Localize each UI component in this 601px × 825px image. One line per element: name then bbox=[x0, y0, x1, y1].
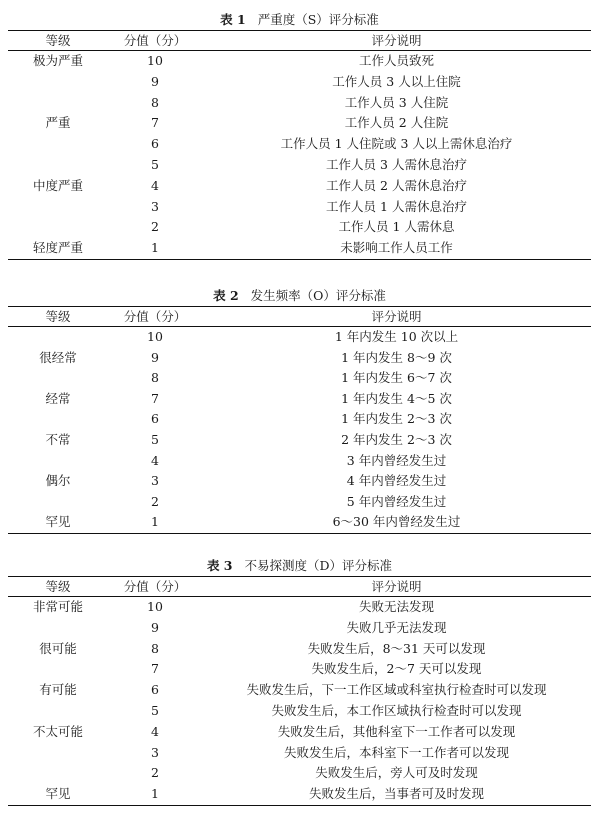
table-row bbox=[8, 238, 591, 259]
table-caption bbox=[8, 286, 591, 306]
level-cell bbox=[8, 492, 108, 513]
table-row bbox=[8, 743, 591, 764]
level-cell bbox=[8, 451, 108, 472]
table-row bbox=[8, 618, 591, 639]
level-cell: 非常可能 bbox=[32, 599, 83, 614]
description-cell: 1 年内发生 8～9 次 bbox=[341, 349, 452, 365]
description-cell: 失败几乎无法发现 bbox=[346, 619, 447, 635]
table-row bbox=[8, 72, 591, 93]
score-cell: 1 bbox=[151, 514, 159, 530]
table-row bbox=[8, 722, 591, 743]
table-row bbox=[8, 327, 591, 348]
table-title: 严重度（S）评分标准 bbox=[257, 12, 379, 27]
level-cell: 严重 bbox=[45, 115, 71, 131]
table-row bbox=[8, 763, 591, 784]
description-cell: 工作人员 2 人住院 bbox=[344, 115, 449, 131]
table-row bbox=[8, 597, 591, 618]
score-cell: 6 bbox=[151, 136, 159, 152]
description-cell: 失败发生后，其他科室下一工作者可以发现 bbox=[277, 723, 516, 739]
description-cell: 失败发生后，2～7 天可以发现 bbox=[311, 661, 482, 677]
level-cell bbox=[8, 618, 108, 639]
table-row bbox=[8, 368, 591, 389]
score-cell: 1 bbox=[151, 240, 159, 256]
level-cell: 很可能 bbox=[39, 640, 77, 656]
description-cell: 工作人员 3 人住院 bbox=[344, 94, 449, 110]
table-row bbox=[8, 409, 591, 430]
score-cell: 7 bbox=[151, 390, 159, 406]
level-cell bbox=[8, 72, 108, 93]
table-caption bbox=[8, 556, 591, 576]
score-cell: 8 bbox=[151, 94, 159, 110]
score-cell: 7 bbox=[151, 115, 159, 131]
level-cell bbox=[8, 134, 108, 155]
table-header-row bbox=[8, 31, 591, 51]
description-cell: 失败无法发现 bbox=[358, 599, 434, 614]
table-title: 发生频率（O）评分标准 bbox=[250, 288, 386, 303]
level-cell: 轻度严重 bbox=[32, 240, 83, 256]
score-cell: 5 bbox=[151, 156, 159, 172]
table-number: 表 1 bbox=[220, 12, 246, 27]
table-row bbox=[8, 155, 591, 176]
table-row bbox=[8, 512, 591, 533]
level-cell bbox=[8, 197, 108, 218]
description-cell: 2 年内发生 2～3 次 bbox=[341, 431, 452, 447]
description-cell: 失败发生后，本工作区域执行检查时可以发现 bbox=[271, 702, 522, 718]
level-cell bbox=[8, 763, 108, 784]
score-cell: 3 bbox=[151, 473, 159, 489]
header-level: 等级 bbox=[45, 309, 71, 324]
description-cell: 3 年内曾经发生过 bbox=[346, 452, 447, 468]
score-cell: 4 bbox=[151, 723, 159, 739]
table-row bbox=[8, 113, 591, 134]
score-cell: 2 bbox=[151, 765, 159, 781]
description-cell: 4 年内曾经发生过 bbox=[346, 473, 447, 489]
table-row bbox=[8, 348, 591, 369]
level-cell bbox=[8, 217, 108, 238]
score-cell: 8 bbox=[151, 370, 159, 386]
description-cell: 失败发生后，下一工作区域或科室执行检查时可以发现 bbox=[246, 682, 547, 698]
detection-table bbox=[8, 576, 591, 806]
description-cell: 1 年内发生 10 次以上 bbox=[334, 329, 459, 344]
score-cell: 9 bbox=[151, 619, 159, 635]
table-row bbox=[8, 430, 591, 451]
score-cell: 9 bbox=[151, 349, 159, 365]
description-cell: 6～30 年内曾经发生过 bbox=[332, 514, 461, 530]
table-header-row bbox=[8, 307, 591, 327]
score-cell: 2 bbox=[151, 219, 159, 235]
description-cell: 工作人员 3 人以上住院 bbox=[332, 73, 461, 89]
table-row bbox=[8, 701, 591, 722]
table-header-row bbox=[8, 577, 591, 597]
occurrence-table bbox=[8, 306, 591, 534]
description-cell: 1 年内发生 4～5 次 bbox=[341, 390, 452, 406]
table-row bbox=[8, 93, 591, 114]
level-cell bbox=[8, 155, 108, 176]
score-cell: 7 bbox=[151, 661, 159, 677]
table-row bbox=[8, 451, 591, 472]
level-cell: 罕见 bbox=[45, 514, 71, 530]
level-cell: 偶尔 bbox=[45, 473, 71, 489]
table-number: 表 2 bbox=[213, 288, 239, 303]
level-cell: 很经常 bbox=[39, 349, 77, 365]
score-cell: 3 bbox=[151, 198, 159, 214]
score-cell: 4 bbox=[151, 177, 159, 193]
table-row bbox=[8, 51, 591, 72]
description-cell: 工作人员致死 bbox=[358, 53, 434, 68]
level-cell bbox=[8, 93, 108, 114]
score-cell: 10 bbox=[147, 599, 163, 614]
header-level: 等级 bbox=[45, 33, 71, 48]
header-score: 分值（分） bbox=[123, 33, 187, 48]
description-cell: 工作人员 3 人需休息治疗 bbox=[326, 156, 467, 172]
level-cell bbox=[8, 659, 108, 680]
score-cell: 5 bbox=[151, 431, 159, 447]
score-cell: 10 bbox=[147, 53, 163, 68]
level-cell bbox=[8, 409, 108, 430]
table-row bbox=[8, 784, 591, 805]
description-cell: 1 年内发生 6～7 次 bbox=[341, 370, 452, 386]
score-cell: 1 bbox=[151, 786, 159, 802]
level-cell: 中度严重 bbox=[32, 177, 83, 193]
table-row bbox=[8, 680, 591, 701]
occurrence-table-block bbox=[8, 286, 591, 534]
score-cell: 2 bbox=[151, 493, 159, 509]
header-score: 分值（分） bbox=[123, 579, 187, 594]
level-cell: 极为严重 bbox=[32, 53, 83, 68]
table-title: 不易探测度（D）评分标准 bbox=[244, 558, 393, 573]
description-cell: 1 年内发生 2～3 次 bbox=[341, 411, 452, 427]
score-cell: 6 bbox=[151, 411, 159, 427]
level-cell: 经常 bbox=[45, 390, 71, 406]
score-cell: 6 bbox=[151, 682, 159, 698]
table-row bbox=[8, 659, 591, 680]
description-cell: 失败发生后，8～31 天可以发现 bbox=[307, 640, 486, 656]
description-cell: 工作人员 1 人住院或 3 人以上需休息治疗 bbox=[280, 136, 513, 152]
header-score: 分值（分） bbox=[123, 309, 187, 324]
description-cell: 5 年内曾经发生过 bbox=[346, 493, 447, 509]
description-cell: 失败发生后，当事者可及时发现 bbox=[308, 786, 484, 802]
severity-table bbox=[8, 30, 591, 260]
header-level: 等级 bbox=[45, 579, 71, 594]
score-cell: 5 bbox=[151, 702, 159, 718]
score-cell: 8 bbox=[151, 640, 159, 656]
table-row bbox=[8, 389, 591, 410]
table-row bbox=[8, 639, 591, 660]
table-row bbox=[8, 471, 591, 492]
table-number: 表 3 bbox=[206, 558, 233, 573]
level-cell: 不太可能 bbox=[32, 723, 83, 739]
header-description: 评分说明 bbox=[371, 309, 422, 324]
description-cell: 失败发生后，本科室下一工作者可以发现 bbox=[283, 744, 509, 760]
header-description: 评分说明 bbox=[371, 579, 422, 594]
score-cell: 10 bbox=[147, 329, 163, 344]
score-cell: 9 bbox=[151, 73, 159, 89]
table-row bbox=[8, 176, 591, 197]
table-caption bbox=[8, 10, 591, 30]
table-row bbox=[8, 197, 591, 218]
description-cell: 失败发生后，旁人可及时发现 bbox=[315, 765, 478, 781]
level-cell: 罕见 bbox=[45, 786, 71, 802]
level-cell: 有可能 bbox=[39, 682, 77, 698]
level-cell bbox=[8, 368, 108, 389]
description-cell: 未影响工作人员工作 bbox=[340, 240, 453, 256]
level-cell: 不常 bbox=[45, 431, 71, 447]
score-cell: 3 bbox=[151, 744, 159, 760]
severity-table-block bbox=[8, 10, 591, 260]
description-cell: 工作人员 1 人需休息 bbox=[338, 219, 455, 235]
table-row bbox=[8, 134, 591, 155]
score-cell: 4 bbox=[151, 452, 159, 468]
header-description: 评分说明 bbox=[371, 33, 422, 48]
level-cell bbox=[8, 743, 108, 764]
description-cell: 工作人员 1 人需休息治疗 bbox=[326, 198, 467, 214]
table-row bbox=[8, 217, 591, 238]
level-cell bbox=[8, 701, 108, 722]
description-cell: 工作人员 2 人需休息治疗 bbox=[326, 177, 467, 193]
detection-table-block bbox=[8, 556, 591, 806]
table-row bbox=[8, 492, 591, 513]
level-cell bbox=[8, 327, 108, 348]
